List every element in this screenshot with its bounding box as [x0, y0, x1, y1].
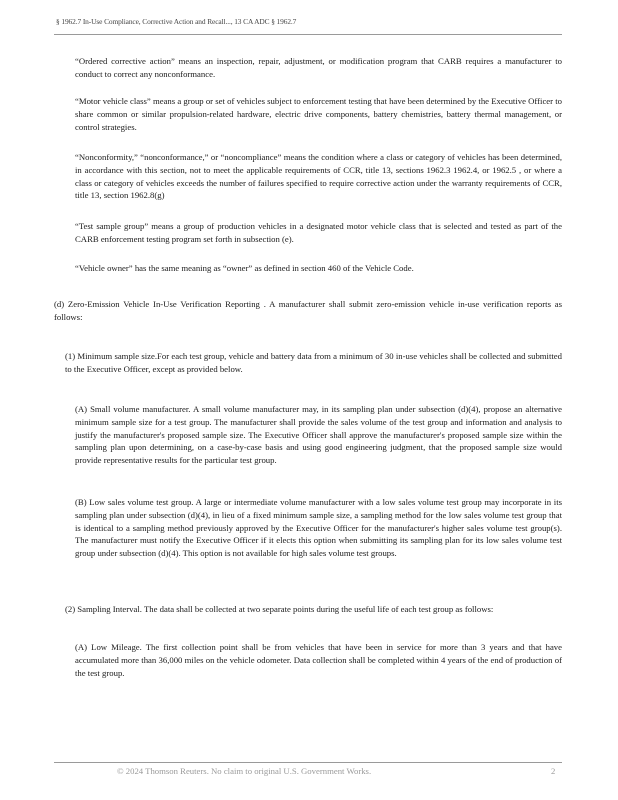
subsection-sampling-interval: (2) Sampling Interval. The data shall be collected at two separate points during the useful life of each test group as follows: — [65, 604, 494, 614]
definition-vehicle-owner: “Vehicle owner” has the same meaning as “owner” as defined in section 460 of the Vehicle Code. — [75, 263, 414, 273]
definition-motor-vehicle-class: “Motor vehicle class” means a group or set of vehicles subject to enforcement testing that have been determined by the Executive Officer to share common or similar propulsion-related hardware, electric drive components, battery chemistries, battery thermal management, or control strategies. — [75, 96, 562, 132]
copyright-notice: © 2024 Thomson Reuters. No claim to original U.S. Government Works. — [117, 766, 372, 776]
definition-nonconformity: “Nonconformity,” “nonconformance,” or “noncompliance” means the condition where a class or category of vehicles has been determined, in accordance with this section, not to meet the applicable requirements of CCR, title 13, sections 1962.3 1962.4, or 1962.5 , or where a class or category of vehicles exceeds the number of failures specified to require corrective action under the warranty requirements of CCR, title 13, section 1962.8(g) — [75, 152, 562, 201]
running-header: § 1962.7 In-Use Compliance, Corrective Action and Recall..., 13 CA ADC § 1962.7 — [56, 17, 297, 26]
item-low-sales-volume-test-group: (B) Low sales volume test group. A large or intermediate volume manufacturer with a low sales volume test group may incorporate in its sampling plan under subsection (d)(4), in lieu of a fixed minimum sample size, a sampling method for the low sales volume test group that is identical to a sampling method previously approved by the Executive Officer for the manufacturer's higher sales volume test group(s). The manufacturer must notify the Executive Officer if it elects this option when submitting its sampling plan for its low sales volume test group under subsection (d)(4). This option is not available for high sales volume test groups. — [75, 497, 562, 559]
footer-divider — [54, 762, 562, 763]
definition-test-sample-group: “Test sample group” means a group of production vehicles in a designated motor vehicle class that is selected and tested as part of the CARB enforcement testing program set forth in subsection (e). — [75, 221, 562, 244]
header-divider — [54, 34, 562, 35]
subsection-minimum-sample-size: (1) Minimum sample size.For each test group, vehicle and battery data from a minimum of 30 in-use vehicles shall be collected and submitted to the Executive Officer, except as provided below. — [65, 351, 562, 374]
item-small-volume-manufacturer: (A) Small volume manufacturer. A small volume manufacturer may, in its sampling plan under subsection (d)(4), propose an alternative minimum sample size for a test group. The manufacturer shall provide the sales volume of the test group and information and analysis to justify the manufacturer's proposed sample size. The Executive Officer shall approve the manufacturer's proposed sample size within the sampling plan upon determining, on a case-by-case basis and using good engineering judgment, that the proposed sample size would provide representative results for the particular test group. — [75, 404, 562, 466]
section-d-heading: (d) Zero-Emission Vehicle In-Use Verification Reporting . A manufacturer shall submit zero-emission vehicle in-use verification reports as follows: — [54, 299, 562, 322]
item-low-mileage: (A) Low Mileage. The first collection point shall be from vehicles that have been in service for more than 3 years and that have accumulated more than 36,000 miles on the vehicle odometer. Data collection shall be completed within 4 years of the end of production of the test group. — [75, 642, 562, 678]
page-number: 2 — [551, 766, 556, 776]
definition-ordered-corrective-action: “Ordered corrective action” means an inspection, repair, adjustment, or modification program that CARB requires a manufacturer to conduct to correct any nonconformance. — [75, 56, 562, 79]
